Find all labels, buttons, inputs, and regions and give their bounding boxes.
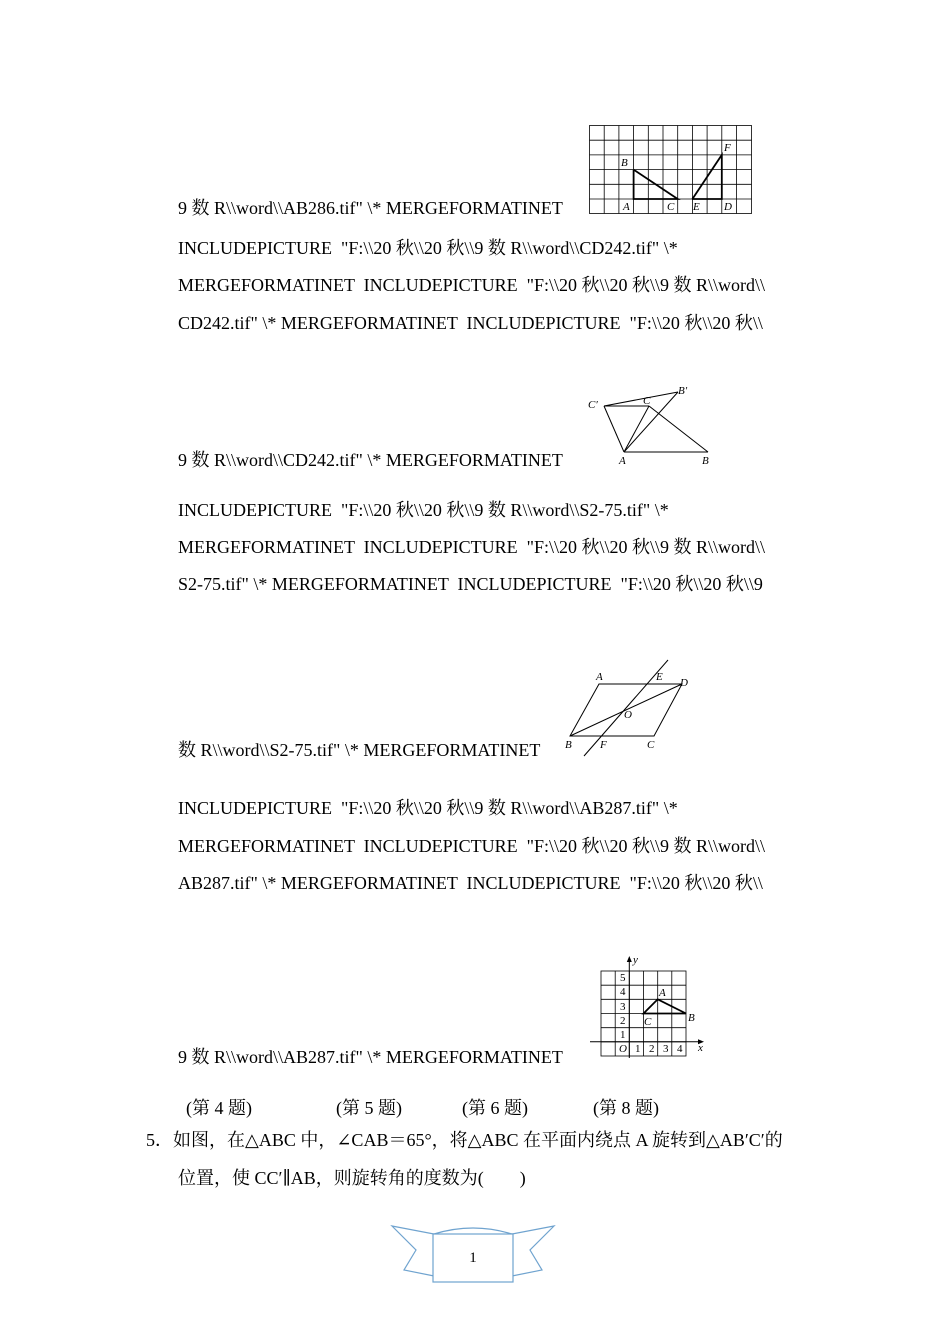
fig4-point-label: B xyxy=(688,1012,695,1024)
text-line-4: CD242.tif" \* MERGEFORMATINET INCLUDEPICTURE "F:\\20 秋\\20 秋\\ xyxy=(178,313,763,333)
fig3-label: C xyxy=(647,739,655,751)
fig4-tick: 3 xyxy=(620,1001,626,1013)
fig1-label: E xyxy=(693,201,700,213)
fig4-tick: 2 xyxy=(649,1043,655,1055)
text-line-6: INCLUDEPICTURE "F:\\20 秋\\20 秋\\9 数 R\\word\\S2-75.tif" \* xyxy=(178,500,669,520)
fig2-label: A xyxy=(619,455,626,467)
figure-rotated-triangle xyxy=(584,382,718,475)
fig2-label: C xyxy=(643,395,651,407)
fig4-tick: 3 xyxy=(663,1043,669,1055)
fig3-label: F xyxy=(600,739,607,751)
fig1-label: B xyxy=(621,157,628,169)
fig4-origin: O xyxy=(619,1043,627,1055)
text-line-7: MERGEFORMATINET INCLUDEPICTURE "F:\\20 秋\\20 秋\\9 数 R\\word\\ xyxy=(178,537,766,557)
fig2-label: B xyxy=(702,455,709,467)
text-line-2: INCLUDEPICTURE "F:\\20 秋\\20 秋\\9 数 R\\word\\CD242.tif" \* xyxy=(178,238,678,258)
question-5-line-1: 5．如图，在△ABC 中，∠CAB＝65°，将△ABC 在平面内绕点 A 旋转到△AB′C′的 xyxy=(146,1130,783,1150)
fig4-tick: 1 xyxy=(620,1029,626,1041)
fig4-point-label: C xyxy=(644,1016,652,1028)
text-line-12: AB287.tif" \* MERGEFORMATINET INCLUDEPICTURE "F:\\20 秋\\20 秋\\ xyxy=(178,873,763,893)
fig4-tick: 1 xyxy=(635,1043,641,1055)
page-number: 1 xyxy=(469,1250,477,1266)
fig1-label: C xyxy=(667,201,675,213)
caption-6: (第 6 题) xyxy=(462,1098,528,1118)
figure-grid-triangles xyxy=(588,124,754,223)
fig3-label: O xyxy=(624,709,632,721)
fig1-label: A xyxy=(623,201,630,213)
fig4-tick: 4 xyxy=(620,986,626,998)
fig2-label: C′ xyxy=(588,399,598,411)
figure-coordinate-grid xyxy=(588,954,710,1065)
text-line-5: 9 数 R\\word\\CD242.tif" \* MERGEFORMATINET xyxy=(178,450,563,470)
caption-8: (第 8 题) xyxy=(593,1098,659,1118)
text-line-3: MERGEFORMATINET INCLUDEPICTURE "F:\\20 秋\\20 秋\\9 数 R\\word\\ xyxy=(178,275,766,295)
question-5-line-2: 位置，使 CC′∥AB，则旋转角的度数为( ) xyxy=(178,1168,526,1188)
fig1-label: D xyxy=(724,201,732,213)
text-line-9: 数 R\\word\\S2-75.tif" \* MERGEFORMATINET xyxy=(178,740,541,760)
text-line-13: 9 数 R\\word\\AB287.tif" \* MERGEFORMATINET xyxy=(178,1047,563,1067)
text-line-1: 9 数 R\\word\\AB286.tif" \* MERGEFORMATINET xyxy=(178,198,563,218)
fig1-label: F xyxy=(724,142,731,154)
fig4-tick: 4 xyxy=(677,1043,683,1055)
page-footer-ribbon xyxy=(390,1220,556,1286)
fig3-label: B xyxy=(565,739,572,751)
fig4-tick: 2 xyxy=(620,1015,626,1027)
figure-parallelogram xyxy=(562,656,694,765)
fig2-label: B′ xyxy=(678,385,688,397)
text-line-10: INCLUDEPICTURE "F:\\20 秋\\20 秋\\9 数 R\\word\\AB287.tif" \* xyxy=(178,798,678,818)
fig4-tick: 5 xyxy=(620,972,626,984)
fig4-axis-label: y xyxy=(633,954,638,966)
fig4-point-label: A xyxy=(659,987,666,999)
caption-4: (第 4 题) xyxy=(186,1098,252,1118)
fig3-label: E xyxy=(656,671,663,683)
fig3-label: A xyxy=(596,671,603,683)
fig3-label: D xyxy=(680,677,688,689)
text-line-11: MERGEFORMATINET INCLUDEPICTURE "F:\\20 秋\\20 秋\\9 数 R\\word\\ xyxy=(178,836,766,856)
text-line-8: S2-75.tif" \* MERGEFORMATINET INCLUDEPICTURE "F:\\20 秋\\20 秋\\9 xyxy=(178,574,763,594)
caption-5: (第 5 题) xyxy=(336,1098,402,1118)
fig4-axis-label: x xyxy=(698,1042,703,1054)
